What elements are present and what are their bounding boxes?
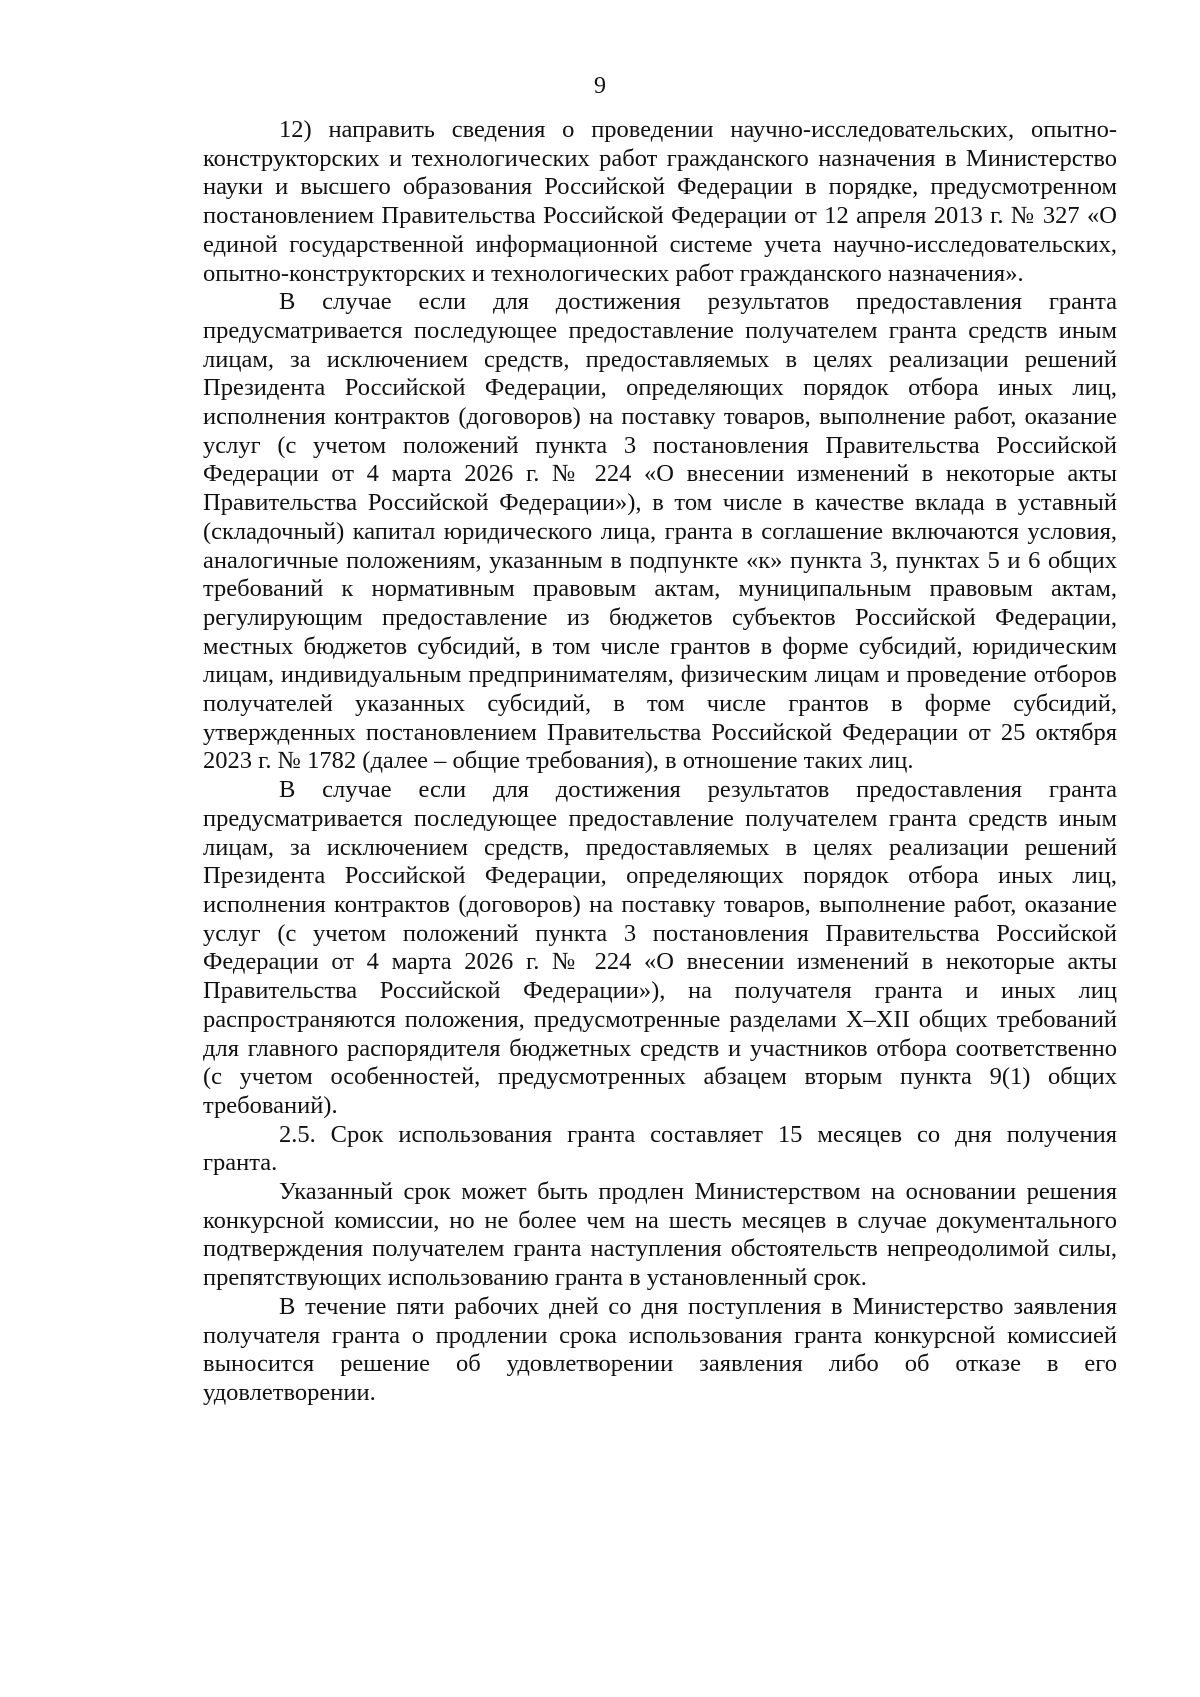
paragraph-term-extension: Указанный срок может быть продлен Министерством на основании решения конкурсной комиссии, но не более чем на шесть месяцев в случае документального подтверждения получателем гранта наступления обстоятельств непреодолимой силы, препятствующих использованию гранта в установленный срок. [203, 1178, 1117, 1292]
page-number: 9 [594, 73, 606, 99]
paragraph-item-12: 12) направить сведения о проведении научно-исследовательских, опытно-конструкторских и технологических работ гражданского назначения в Министерство науки и высшего образования Российской Федерации в порядке, предусмотренном постановлением Правительства Российской Федерации от 12 апреля 2013 г. № 327 «О единой государственной информационной системе учета научно-исследовательских, опытно-конструкторских и технологических работ гражданского назначения». [203, 116, 1117, 287]
paragraph-2-5-grant-term: 2.5. Срок использования гранта составляет 15 месяцев со дня получения гранта. [203, 1120, 1117, 1177]
paragraph-extension-decision: В течение пяти рабочих дней со дня поступления в Министерство заявления получателя гранта о продлении срока использования гранта конкурсной комиссией выносится решение об удовлетворении заявления либо об отказе в его удовлетворении. [203, 1292, 1117, 1406]
document-body [203, 116, 1117, 1408]
paragraph-grant-transfer-conditions: В случае если для достижения результатов предоставления гранта предусматривается последующее предоставление получателем гранта средств иным лицам, за исключением средств, предоставляемых в целях реализации решений Президента Российской Федерации, определяющих порядок отбора иных лиц, исполнения контрактов (договоров) на поставку товаров, выполнение работ, оказание услуг (с учетом положений пункта 3 постановления Правительства Российской Федерации от 4 марта 2026 г. № 224 «О внесении изменений в некоторые акты Правительства Российской Федерации»), в том числе в качестве вклада в уставный (складочный) капитал юридического лица, гранта в соглашение включаются условия, аналогичные положениям, указанным в подпункте «к» пункта 3, пунктах 5 и 6 общих требований к нормативным правовым актам, муниципальным правовым актам, регулирующим предоставление из бюджетов субъектов Российской Федерации, местных бюджетов субсидий, в том числе грантов в форме субсидий, юридическим лицам, индивидуальным предпринимателям, физическим лицам и проведение отборов получателей указанных субсидий, в том числе грантов в форме субсидий, утвержденных постановлением Правительства Российской Федерации от 25 октября 2023 г. № 1782 (далее – общие требования), в отношение таких лиц. [203, 288, 1117, 775]
paragraph-grant-transfer-provisions: В случае если для достижения результатов предоставления гранта предусматривается последующее предоставление получателем гранта средств иным лицам, за исключением средств, предоставляемых в целях реализации решений Президента Российской Федерации, определяющих порядок отбора иных лиц, исполнения контрактов (договоров) на поставку товаров, выполнение работ, оказание услуг (с учетом положений пункта 3 постановления Правительства Российской Федерации от 4 марта 2026 г. № 224 «О внесении изменений в некоторые акты Правительства Российской Федерации»), на получателя гранта и иных лиц распространяются положения, предусмотренные разделами X–XII общих требований для главного распорядителя бюджетных средств и участников отбора соответственно (с учетом особенностей, предусмотренных абзацем вторым пункта 9(1) общих требований). [203, 776, 1117, 1119]
